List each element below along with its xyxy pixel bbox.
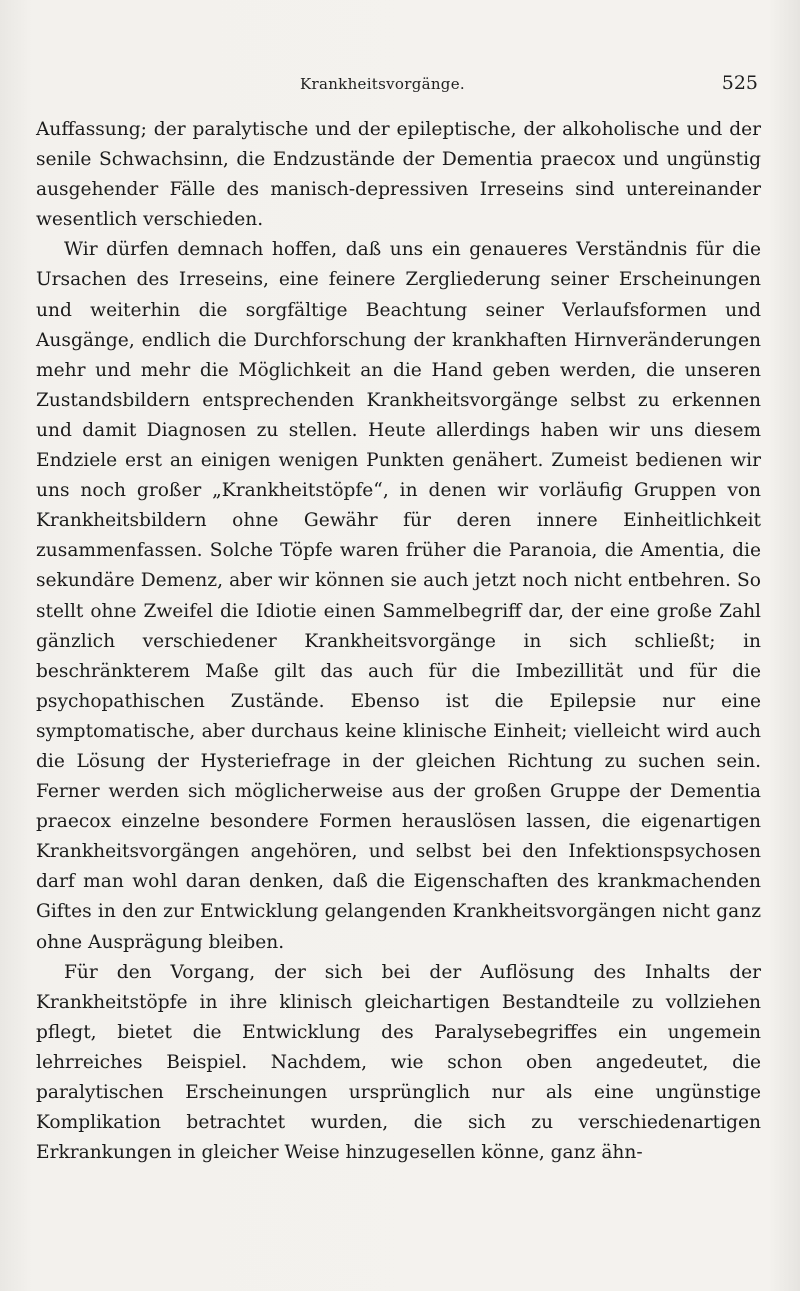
body-text — [36, 115, 761, 1168]
page-header — [36, 70, 760, 104]
paragraph-2: Wir dürfen demnach hoffen, daß uns ein genaueres Verständnis für die Ursachen des Irreseins, eine feinere Zergliederung seiner Erscheinungen und weiterhin die sorgfältige Beachtung seiner Verlaufsformen und Ausgänge, endlich die Durchforschung der krankhaften Hirnveränderungen mehr und mehr die Möglichkeit an die Hand geben werden, die unseren Zustandsbildern entsprechenden Krankheitsvorgänge selbst zu erkennen und damit Diagnosen zu stellen. Heute allerdings haben wir uns diesem Endziele erst an einigen wenigen Punkten genähert. Zumeist bedienen wir uns noch großer „Krankheitstöpfe“, in denen wir vorläufig Gruppen von Krankheitsbildern ohne Gewähr für deren innere Einheitlichkeit zusammenfassen. Solche Töpfe waren früher die Paranoia, die Amentia, die sekundäre Demenz, aber wir können sie auch jetzt noch nicht entbehren. So stellt ohne Zweifel die Idiotie einen Sammelbegriff dar, der eine große Zahl gänzlich verschiedener Krankheitsvorgänge in sich schließt; in beschränkterem Maße gilt das auch für die Imbezillität und für die psychopathischen Zustände. Ebenso ist die Epilepsie nur eine symptomatische, aber durchaus keine klinische Einheit; vielleicht wird auch die Lösung der Hysteriefrage in der gleichen Richtung zu suchen sein. Ferner werden sich möglicherweise aus der großen Gruppe der Dementia praecox einzelne besondere Formen herauslösen lassen, die eigenartigen Krankheitsvorgängen angehören, und selbst bei den Infektionspsychosen darf man wohl daran denken, daß die Eigenschaften des krankmachenden Giftes in den zur Entwicklung gelangenden Krankheitsvorgängen nicht ganz ohne Ausprägung bleiben. — [36, 239, 761, 953]
paragraph-1: Auffassung; der paralytische und der epileptische, der alkoholische und der senile Schwachsinn, die Endzustände der Dementia praecox und ungünstig ausgehender Fälle des manisch-depressiven Irreseins sind untereinander wesentlich verschieden. — [36, 119, 761, 231]
paragraph-3: Für den Vorgang, der sich bei der Auflösung des Inhalts der Krankheitstöpfe in ihre klinisch gleichartigen Bestandteile zu vollziehen pflegt, bietet die Entwicklung des Paralysebegriffes ein ungemein lehrreiches Beispiel. Nachdem, wie schon oben angedeutet, die paralytischen Erscheinungen ursprünglich nur als eine ungünstige Komplikation betrachtet wurden, die sich zu verschiedenartigen Erkrankungen in gleicher Weise hinzugesellen könne, ganz ähn- — [36, 961, 761, 1164]
running-head: Krankheitsvorgänge. — [300, 75, 465, 93]
page-number: 525 — [721, 72, 758, 94]
